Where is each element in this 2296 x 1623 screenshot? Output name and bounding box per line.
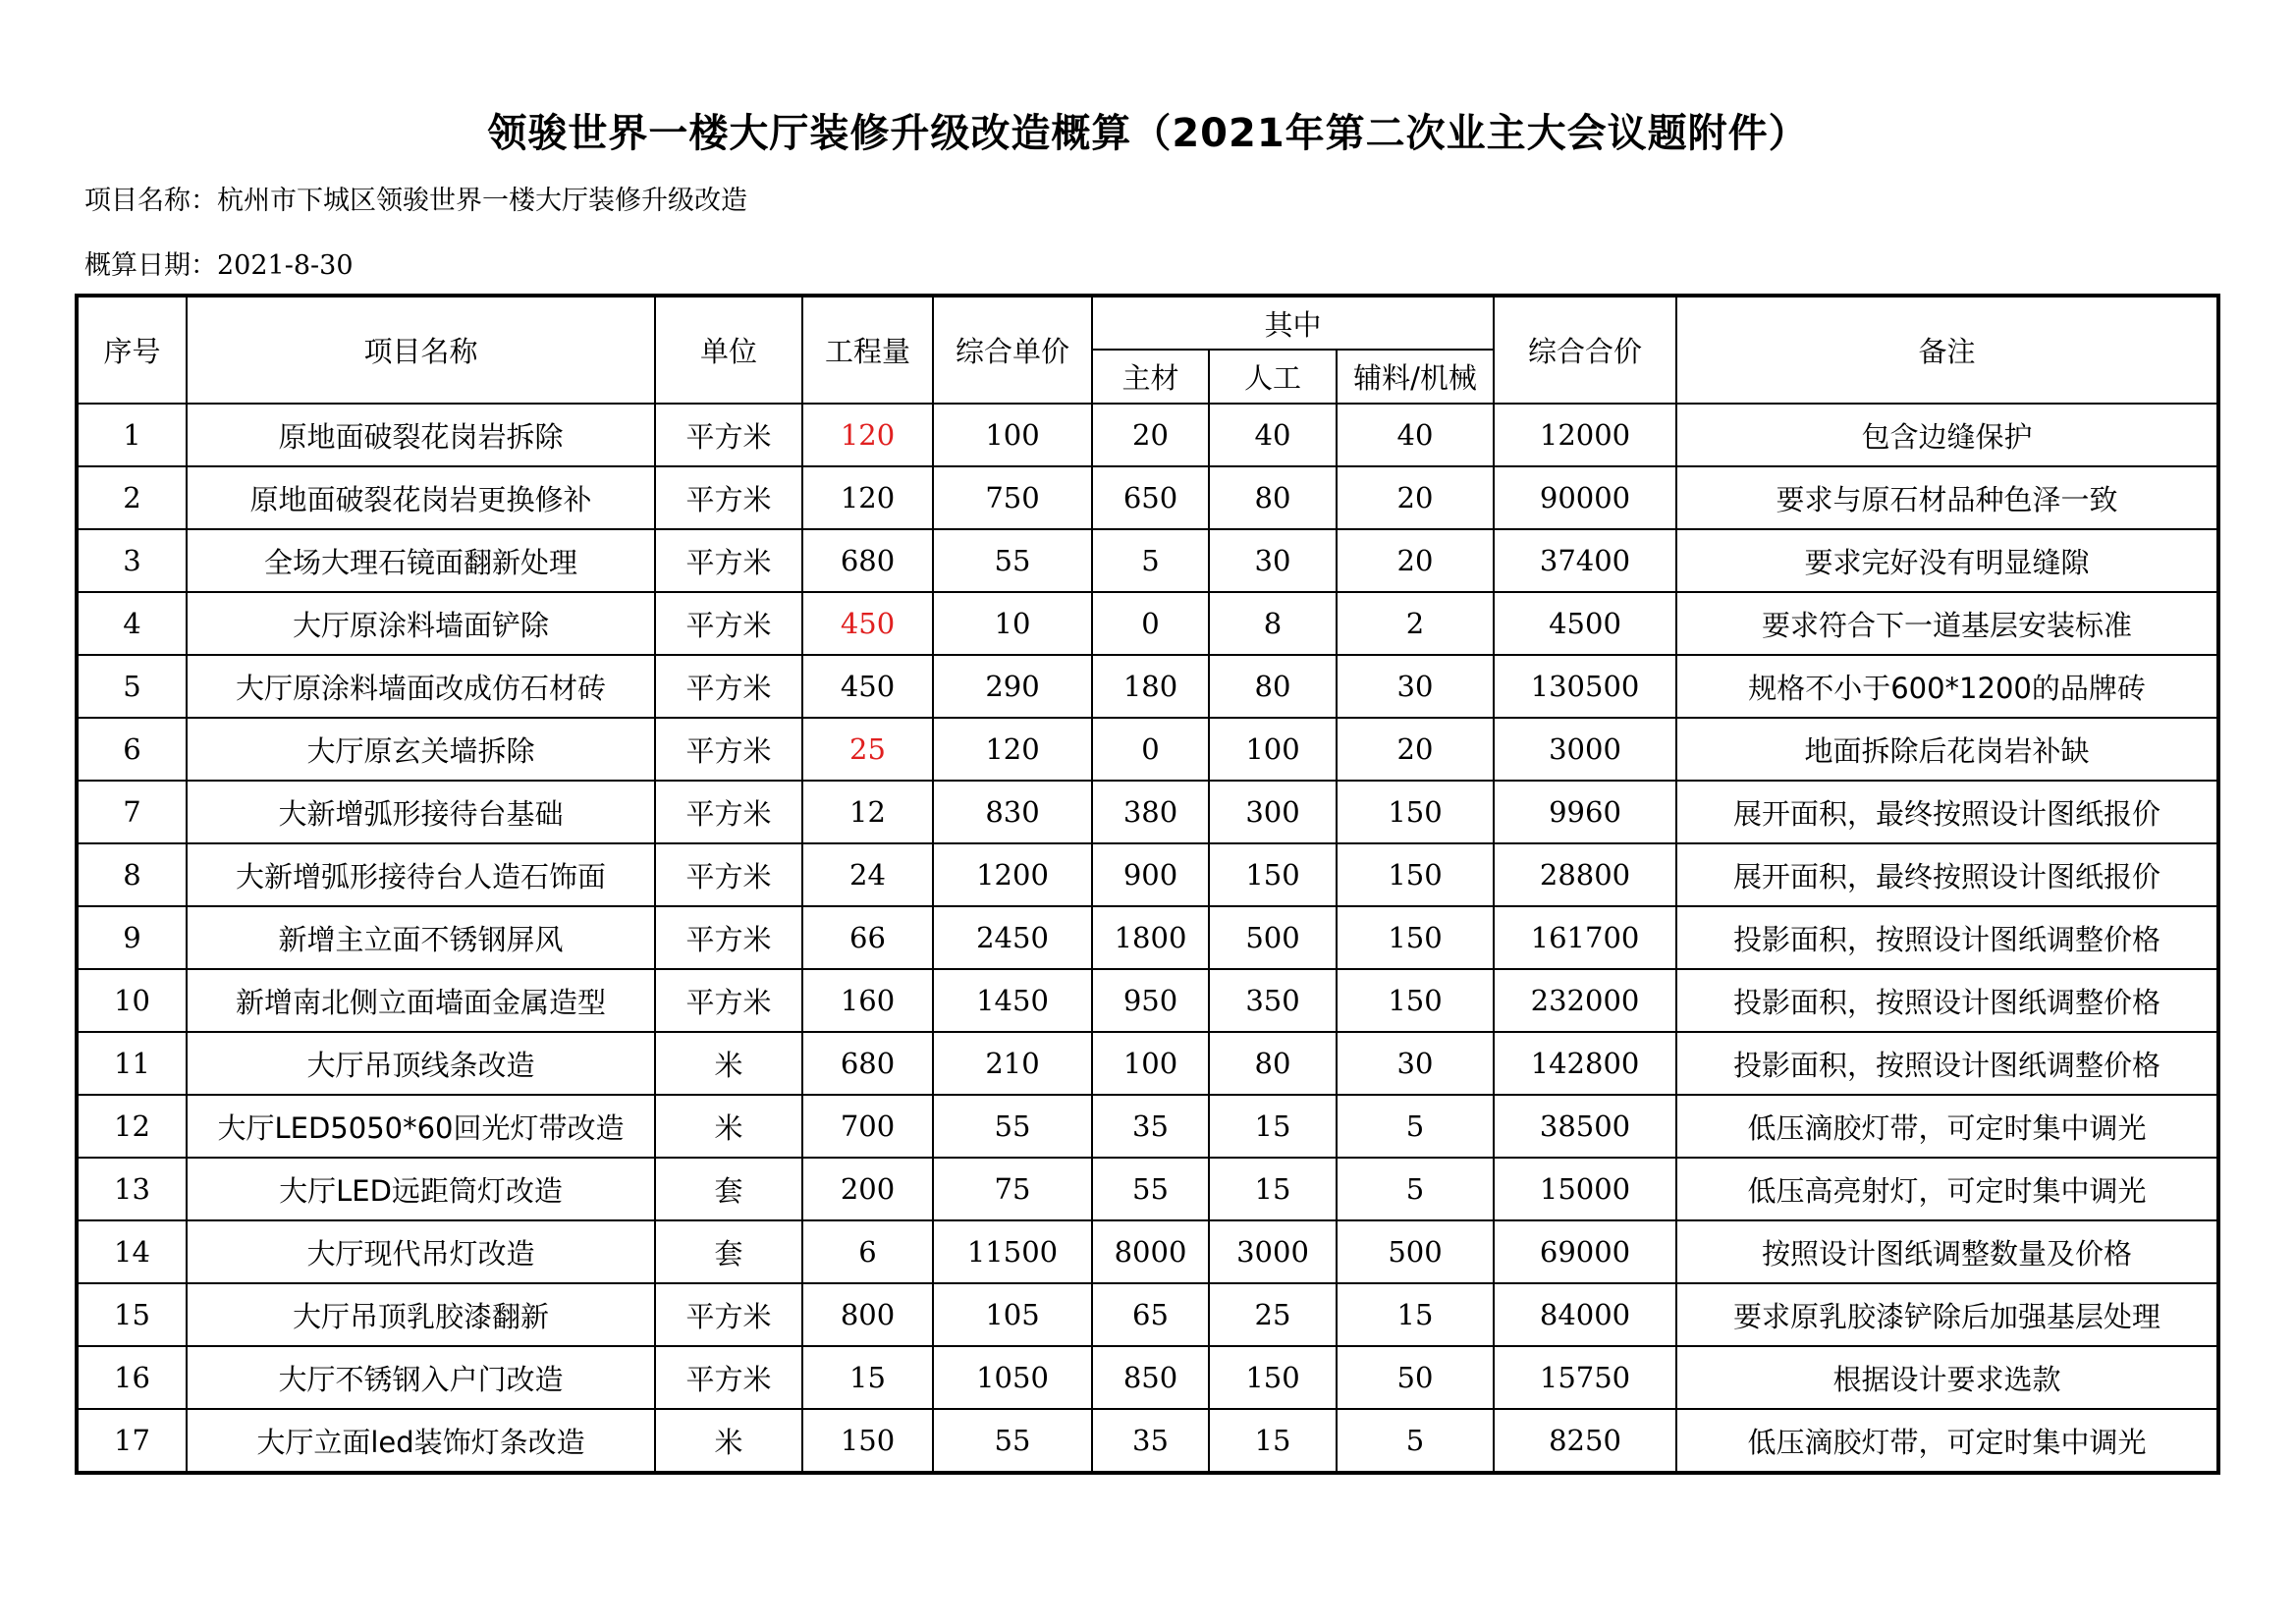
- cell-total: 28800: [1494, 843, 1676, 906]
- cell-remark: 按照设计图纸调整数量及价格: [1676, 1220, 2218, 1283]
- cell-unit-price: 120: [933, 718, 1092, 781]
- cell-seq: 15: [77, 1283, 187, 1346]
- cell-remark: 根据设计要求选款: [1676, 1346, 2218, 1409]
- estimate-date-line: [84, 248, 354, 284]
- cell-quantity: 680: [802, 529, 933, 592]
- cell-aux: 5: [1337, 1409, 1494, 1473]
- cell-unit: 平方米: [655, 1283, 802, 1346]
- cell-quantity: 680: [802, 1032, 933, 1095]
- cell-quantity: 24: [802, 843, 933, 906]
- cell-quantity: 450: [802, 655, 933, 718]
- table-row: [77, 1346, 2218, 1409]
- cell-labor: 3000: [1209, 1220, 1337, 1283]
- table-row: [77, 969, 2218, 1032]
- cell-material: 35: [1092, 1409, 1209, 1473]
- cell-unit-price: 1450: [933, 969, 1092, 1032]
- cell-remark: 投影面积，按照设计图纸调整价格: [1676, 1032, 2218, 1095]
- cell-item-name: 大厅LED5050*60回光灯带改造: [187, 1095, 655, 1158]
- cell-unit: 平方米: [655, 1346, 802, 1409]
- header-seq: 序号: [77, 296, 187, 404]
- cell-labor: 100: [1209, 718, 1337, 781]
- cell-labor: 300: [1209, 781, 1337, 843]
- cell-material: 0: [1092, 718, 1209, 781]
- cell-item-name: 大厅吊顶乳胶漆翻新: [187, 1283, 655, 1346]
- cell-remark: 要求符合下一道基层安装标准: [1676, 592, 2218, 655]
- cell-total: 161700: [1494, 906, 1676, 969]
- cell-seq: 4: [77, 592, 187, 655]
- cell-aux: 20: [1337, 466, 1494, 529]
- cell-unit-price: 750: [933, 466, 1092, 529]
- header-item-name: 项目名称: [187, 296, 655, 404]
- cell-material: 380: [1092, 781, 1209, 843]
- cell-material: 55: [1092, 1158, 1209, 1220]
- table-row: [77, 466, 2218, 529]
- cell-material: 900: [1092, 843, 1209, 906]
- cell-seq: 7: [77, 781, 187, 843]
- cell-unit-price: 11500: [933, 1220, 1092, 1283]
- cell-material: 35: [1092, 1095, 1209, 1158]
- cell-unit-price: 1050: [933, 1346, 1092, 1409]
- cell-item-name: 大厅立面led装饰灯条改造: [187, 1409, 655, 1473]
- cell-unit-price: 105: [933, 1283, 1092, 1346]
- cell-aux: 30: [1337, 655, 1494, 718]
- cell-remark: 低压滴胶灯带，可定时集中调光: [1676, 1095, 2218, 1158]
- cell-remark: 要求与原石材品种色泽一致: [1676, 466, 2218, 529]
- cell-total: 90000: [1494, 466, 1676, 529]
- estimate-date-value: 2021-8-30: [217, 250, 354, 281]
- cell-total: 130500: [1494, 655, 1676, 718]
- cell-unit: 平方米: [655, 781, 802, 843]
- cell-unit-price: 100: [933, 404, 1092, 466]
- cell-labor: 25: [1209, 1283, 1337, 1346]
- cell-quantity: 150: [802, 1409, 933, 1473]
- cell-aux: 20: [1337, 718, 1494, 781]
- cell-remark: 规格不小于600*1200的品牌砖: [1676, 655, 2218, 718]
- cell-total: 37400: [1494, 529, 1676, 592]
- header-of-which: 其中: [1092, 296, 1494, 350]
- cell-labor: 15: [1209, 1095, 1337, 1158]
- cell-unit-price: 830: [933, 781, 1092, 843]
- table-row: [77, 1095, 2218, 1158]
- cell-aux: 2: [1337, 592, 1494, 655]
- table-row: [77, 718, 2218, 781]
- cell-seq: 6: [77, 718, 187, 781]
- cell-quantity: 15: [802, 1346, 933, 1409]
- cell-total: 84000: [1494, 1283, 1676, 1346]
- cell-item-name: 全场大理石镜面翻新处理: [187, 529, 655, 592]
- cell-quantity: 66: [802, 906, 933, 969]
- cell-total: 12000: [1494, 404, 1676, 466]
- cell-material: 8000: [1092, 1220, 1209, 1283]
- cell-unit-price: 1200: [933, 843, 1092, 906]
- cell-unit-price: 10: [933, 592, 1092, 655]
- cell-item-name: 大厅不锈钢入户门改造: [187, 1346, 655, 1409]
- cell-remark: 展开面积，最终按照设计图纸报价: [1676, 781, 2218, 843]
- estimate-table: [75, 294, 2220, 1475]
- cell-unit-price: 290: [933, 655, 1092, 718]
- cell-material: 850: [1092, 1346, 1209, 1409]
- cell-quantity: 200: [802, 1158, 933, 1220]
- cell-unit-price: 210: [933, 1032, 1092, 1095]
- cell-remark: 地面拆除后花岗岩补缺: [1676, 718, 2218, 781]
- cell-item-name: 大厅吊顶线条改造: [187, 1032, 655, 1095]
- cell-quantity: 700: [802, 1095, 933, 1158]
- table-row: [77, 906, 2218, 969]
- header-unit: 单位: [655, 296, 802, 404]
- cell-labor: 30: [1209, 529, 1337, 592]
- cell-unit: 米: [655, 1095, 802, 1158]
- cell-aux: 5: [1337, 1095, 1494, 1158]
- cell-item-name: 原地面破裂花岗岩拆除: [187, 404, 655, 466]
- cell-seq: 5: [77, 655, 187, 718]
- cell-unit: 套: [655, 1220, 802, 1283]
- cell-remark: 低压高亮射灯，可定时集中调光: [1676, 1158, 2218, 1220]
- header-material: 主材: [1092, 350, 1209, 404]
- cell-item-name: 大厅现代吊灯改造: [187, 1220, 655, 1283]
- cell-material: 100: [1092, 1032, 1209, 1095]
- cell-labor: 8: [1209, 592, 1337, 655]
- header-aux: 辅料/机械: [1337, 350, 1494, 404]
- cell-total: 15000: [1494, 1158, 1676, 1220]
- cell-aux: 500: [1337, 1220, 1494, 1283]
- header-remark: 备注: [1676, 296, 2218, 404]
- estimate-date-label: 概算日期：: [84, 250, 217, 281]
- cell-unit: 平方米: [655, 655, 802, 718]
- cell-unit: 平方米: [655, 969, 802, 1032]
- cell-seq: 11: [77, 1032, 187, 1095]
- cell-material: 1800: [1092, 906, 1209, 969]
- cell-unit: 平方米: [655, 906, 802, 969]
- cell-remark: 低压滴胶灯带，可定时集中调光: [1676, 1409, 2218, 1473]
- table-row: [77, 781, 2218, 843]
- cell-seq: 14: [77, 1220, 187, 1283]
- table-row: [77, 1283, 2218, 1346]
- header-total: 综合合价: [1494, 296, 1676, 404]
- cell-total: 3000: [1494, 718, 1676, 781]
- cell-labor: 150: [1209, 843, 1337, 906]
- cell-aux: 150: [1337, 969, 1494, 1032]
- document-title: 领骏世界一楼大厅装修升级改造概算（2021年第二次业主大会议题附件）: [487, 111, 1809, 156]
- cell-item-name: 原地面破裂花岗岩更换修补: [187, 466, 655, 529]
- cell-aux: 150: [1337, 843, 1494, 906]
- cell-seq: 1: [77, 404, 187, 466]
- cell-total: 232000: [1494, 969, 1676, 1032]
- cell-quantity: 800: [802, 1283, 933, 1346]
- table-row: [77, 529, 2218, 592]
- cell-unit: 平方米: [655, 529, 802, 592]
- cell-item-name: 大厅LED远距筒灯改造: [187, 1158, 655, 1220]
- cell-unit-price: 55: [933, 1095, 1092, 1158]
- cell-item-name: 大厅原涂料墙面铲除: [187, 592, 655, 655]
- cell-labor: 500: [1209, 906, 1337, 969]
- cell-material: 950: [1092, 969, 1209, 1032]
- cell-unit: 套: [655, 1158, 802, 1220]
- cell-item-name: 新增南北侧立面墙面金属造型: [187, 969, 655, 1032]
- cell-unit-price: 2450: [933, 906, 1092, 969]
- cell-labor: 15: [1209, 1158, 1337, 1220]
- cell-total: 8250: [1494, 1409, 1676, 1473]
- cell-aux: 150: [1337, 906, 1494, 969]
- cell-remark: 投影面积，按照设计图纸调整价格: [1676, 906, 2218, 969]
- cell-aux: 30: [1337, 1032, 1494, 1095]
- cell-aux: 150: [1337, 781, 1494, 843]
- cell-unit-price: 55: [933, 1409, 1092, 1473]
- cell-quantity: 160: [802, 969, 933, 1032]
- header-quantity: 工程量: [802, 296, 933, 404]
- cell-item-name: 大新增弧形接待台基础: [187, 781, 655, 843]
- cell-material: 20: [1092, 404, 1209, 466]
- cell-remark: 展开面积，最终按照设计图纸报价: [1676, 843, 2218, 906]
- cell-remark: 包含边缝保护: [1676, 404, 2218, 466]
- cell-seq: 8: [77, 843, 187, 906]
- cell-remark: 投影面积，按照设计图纸调整价格: [1676, 969, 2218, 1032]
- cell-seq: 3: [77, 529, 187, 592]
- cell-unit: 平方米: [655, 592, 802, 655]
- cell-labor: 40: [1209, 404, 1337, 466]
- table-row: [77, 655, 2218, 718]
- cell-unit-price: 55: [933, 529, 1092, 592]
- cell-total: 9960: [1494, 781, 1676, 843]
- cell-seq: 16: [77, 1346, 187, 1409]
- table-row: [77, 1409, 2218, 1473]
- cell-item-name: 大厅原涂料墙面改成仿石材砖: [187, 655, 655, 718]
- cell-quantity: 120: [802, 466, 933, 529]
- cell-total: 142800: [1494, 1032, 1676, 1095]
- cell-unit-price: 75: [933, 1158, 1092, 1220]
- table-row: [77, 404, 2218, 466]
- table-row: [77, 843, 2218, 906]
- cell-material: 650: [1092, 466, 1209, 529]
- cell-unit: 米: [655, 1032, 802, 1095]
- cell-material: 0: [1092, 592, 1209, 655]
- cell-unit: 平方米: [655, 466, 802, 529]
- cell-quantity: 25: [802, 718, 933, 781]
- cell-material: 180: [1092, 655, 1209, 718]
- project-name-value: 杭州市下城区领骏世界一楼大厅装修升级改造: [217, 186, 747, 216]
- cell-seq: 2: [77, 466, 187, 529]
- header-row: [77, 296, 2218, 350]
- cell-aux: 20: [1337, 529, 1494, 592]
- header-labor: 人工: [1209, 350, 1337, 404]
- cell-labor: 150: [1209, 1346, 1337, 1409]
- cell-seq: 9: [77, 906, 187, 969]
- cell-seq: 10: [77, 969, 187, 1032]
- cell-remark: 要求原乳胶漆铲除后加强基层处理: [1676, 1283, 2218, 1346]
- cell-seq: 13: [77, 1158, 187, 1220]
- cell-unit: 平方米: [655, 843, 802, 906]
- cell-unit: 平方米: [655, 404, 802, 466]
- cell-remark: 要求完好没有明显缝隙: [1676, 529, 2218, 592]
- cell-quantity: 450: [802, 592, 933, 655]
- cell-aux: 40: [1337, 404, 1494, 466]
- cell-labor: 80: [1209, 466, 1337, 529]
- cell-labor: 80: [1209, 655, 1337, 718]
- cell-labor: 80: [1209, 1032, 1337, 1095]
- cell-quantity: 12: [802, 781, 933, 843]
- cell-item-name: 新增主立面不锈钢屏风: [187, 906, 655, 969]
- table-row: [77, 1220, 2218, 1283]
- cell-material: 65: [1092, 1283, 1209, 1346]
- cell-unit: 米: [655, 1409, 802, 1473]
- table-row: [77, 1032, 2218, 1095]
- cell-total: 4500: [1494, 592, 1676, 655]
- cell-total: 69000: [1494, 1220, 1676, 1283]
- table-row: [77, 1158, 2218, 1220]
- cell-total: 38500: [1494, 1095, 1676, 1158]
- cell-labor: 15: [1209, 1409, 1337, 1473]
- cell-seq: 17: [77, 1409, 187, 1473]
- cell-aux: 15: [1337, 1283, 1494, 1346]
- cell-seq: 12: [77, 1095, 187, 1158]
- cell-quantity: 120: [802, 404, 933, 466]
- cell-aux: 50: [1337, 1346, 1494, 1409]
- cell-material: 5: [1092, 529, 1209, 592]
- cell-labor: 350: [1209, 969, 1337, 1032]
- cell-unit: 平方米: [655, 718, 802, 781]
- cell-total: 15750: [1494, 1346, 1676, 1409]
- table-row: [77, 592, 2218, 655]
- project-name-line: [84, 184, 747, 219]
- header-unit-price: 综合单价: [933, 296, 1092, 404]
- project-name-label: 项目名称：: [84, 186, 217, 216]
- cell-quantity: 6: [802, 1220, 933, 1283]
- cell-item-name: 大新增弧形接待台人造石饰面: [187, 843, 655, 906]
- cell-aux: 5: [1337, 1158, 1494, 1220]
- cell-item-name: 大厅原玄关墙拆除: [187, 718, 655, 781]
